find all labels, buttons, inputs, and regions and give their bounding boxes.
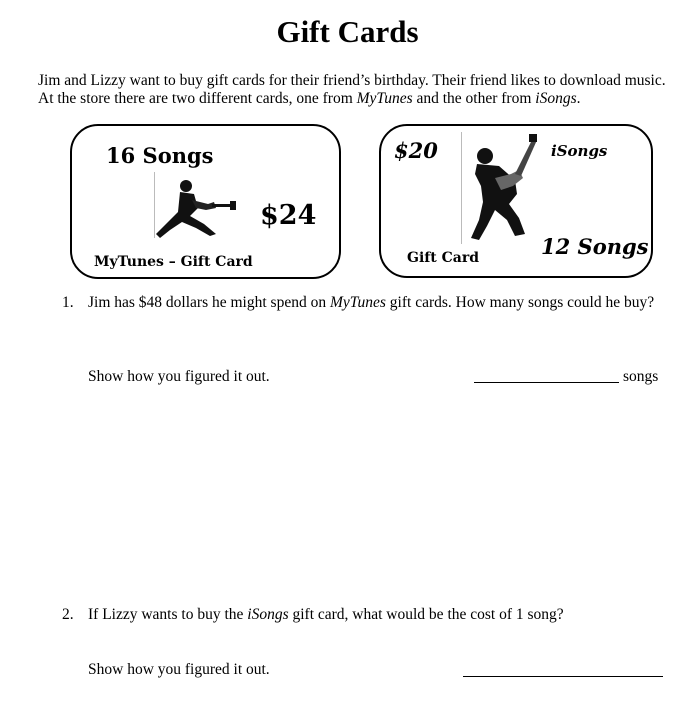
question-1-answer-blank[interactable] <box>474 366 619 383</box>
intro-paragraph: Jim and Lizzy want to buy gift cards for their friend’s birthday. Their friend likes to download music. At the store there are two different cards, one from MyTunes and the other from iSongs. <box>38 72 666 107</box>
question-2-show-work: Show how you figured it out. <box>88 661 270 678</box>
question-1-text: Jim has $48 dollars he might spend on MyTunes gift cards. How many songs could he buy? <box>88 294 655 311</box>
intro-brand-mytunes: MyTunes <box>356 90 413 107</box>
card2-label: Gift Card <box>407 250 480 266</box>
isongs-gift-card <box>379 124 653 278</box>
intro-brand-isongs: iSongs <box>535 90 577 107</box>
question-2-number: 2. <box>62 606 74 623</box>
card2-price: $20 <box>394 138 438 163</box>
question-2-text: If Lizzy wants to buy the iSongs gift card, what would be the cost of 1 song? <box>88 606 564 623</box>
card1-price: $24 <box>260 200 317 231</box>
mytunes-gift-card <box>70 124 341 279</box>
guitarist-jumping-icon <box>156 178 238 240</box>
card1-label: MyTunes – Gift Card <box>94 254 253 270</box>
card2-brand: iSongs <box>551 142 608 160</box>
card2-divider <box>461 132 462 244</box>
guitarist-playing-icon <box>465 134 541 242</box>
card1-songs: 16 Songs <box>106 143 214 168</box>
card1-divider <box>154 172 155 238</box>
question-1-number: 1. <box>62 294 74 311</box>
question-2-answer-blank[interactable] <box>463 660 663 677</box>
question-1-unit: songs <box>623 368 659 385</box>
question-1-show-work: Show how you figured it out. <box>88 368 270 385</box>
card2-songs: 12 Songs <box>541 234 649 259</box>
page-title: Gift Cards <box>276 14 419 49</box>
